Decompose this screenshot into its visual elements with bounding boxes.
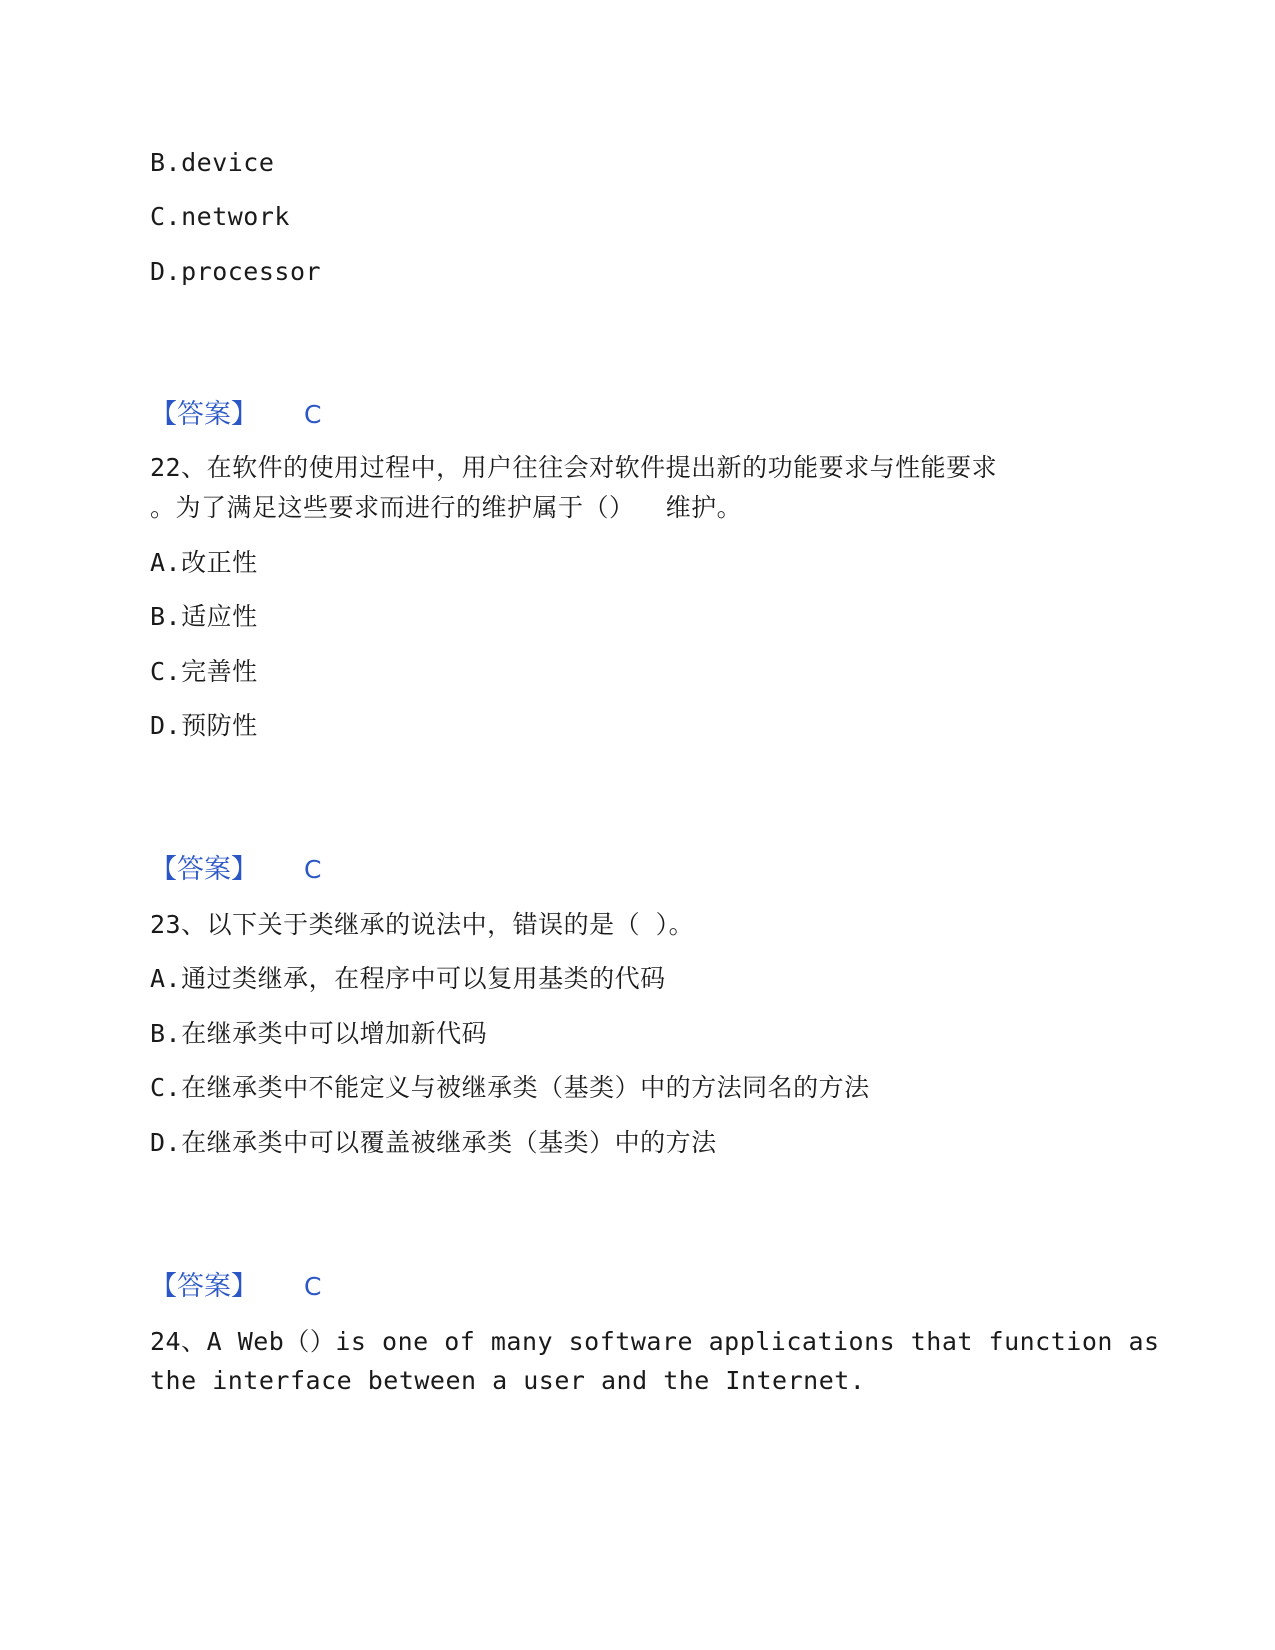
q22-stem-line1: 22、在软件的使用过程中，用户往往会对软件提出新的功能要求与性能要求 <box>150 453 998 482</box>
answer-value: C <box>304 855 322 884</box>
q24-stem-line1: 24、A Web（）is one of many software applications that function as <box>150 1327 1160 1356</box>
q21-option-c: C.network <box>150 202 290 231</box>
answer-label: 【答案】 <box>150 854 258 885</box>
q21-option-d: D.processor <box>150 257 322 286</box>
answer-label: 【答案】 <box>150 1271 258 1302</box>
q23-option-b: B.在继承类中可以增加新代码 <box>150 1019 488 1048</box>
q23-answer <box>150 1272 321 1302</box>
q22-answer <box>150 855 321 885</box>
q23-option-d: D.在继承类中可以覆盖被继承类（基类）中的方法 <box>150 1128 717 1157</box>
q23-stem: 23、以下关于类继承的说法中，错误的是（ ）。 <box>150 910 695 939</box>
q22-stem-line2: 。为了满足这些要求而进行的维护属于（） 维护。 <box>150 493 743 522</box>
q23-option-c: C.在继承类中不能定义与被继承类（基类）中的方法同名的方法 <box>150 1073 870 1102</box>
q22-option-a: A.改正性 <box>150 548 258 577</box>
q22-option-d: D.预防性 <box>150 711 258 740</box>
answer-label: 【答案】 <box>150 399 258 430</box>
q24-stem-line2: the interface between a user and the Internet. <box>150 1366 866 1395</box>
q22-option-c: C.完善性 <box>150 657 258 686</box>
answer-value: C <box>304 400 322 429</box>
q21-option-b: B.device <box>150 148 275 177</box>
q22-option-b: B.适应性 <box>150 602 258 631</box>
q23-option-a: A.通过类继承，在程序中可以复用基类的代码 <box>150 964 666 993</box>
q21-answer <box>150 400 321 430</box>
answer-value: C <box>304 1272 322 1301</box>
